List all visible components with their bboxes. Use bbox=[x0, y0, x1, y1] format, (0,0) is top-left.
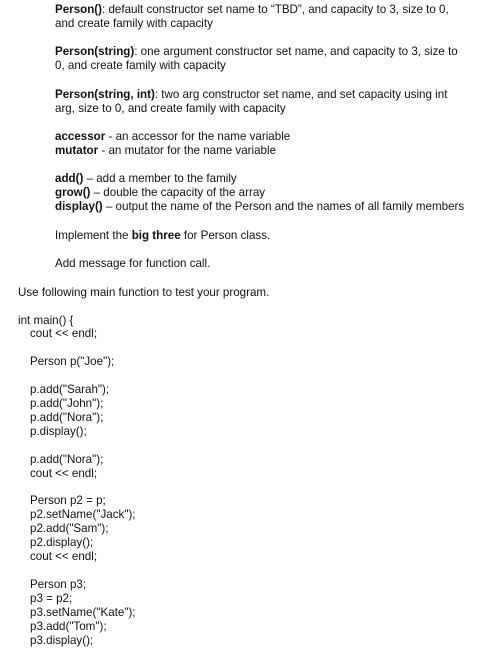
mutator-desc: - an mutator for the name variable bbox=[98, 144, 277, 157]
method-grow bbox=[55, 186, 495, 200]
constructor-desc-cont: and create family with capacity bbox=[55, 17, 213, 30]
code-line: p3.setName("Kate"); bbox=[30, 606, 136, 619]
code-line: cout << endl; bbox=[30, 467, 98, 480]
code-line: cout << endl; bbox=[30, 550, 98, 563]
method-add bbox=[55, 172, 495, 186]
constructor-desc: : default constructor set name to “TBD”, and capacity to 3, size to 0, bbox=[102, 3, 449, 16]
method-display bbox=[55, 200, 495, 214]
constructor-desc-cont: 0, and create family with capacity bbox=[55, 59, 226, 72]
method-name: display() bbox=[55, 200, 103, 213]
code-line: Person p2 = p; bbox=[30, 494, 106, 507]
code-line: p.add("John"); bbox=[30, 397, 104, 410]
mutator-term: mutator bbox=[55, 144, 99, 157]
code-group-1 bbox=[30, 327, 97, 341]
code-line: cout << endl; bbox=[30, 327, 98, 340]
code-line: p.add("Nora"); bbox=[30, 453, 104, 466]
code-header bbox=[18, 314, 73, 328]
code-line: p3 = p2; bbox=[30, 592, 73, 605]
constructor-string bbox=[55, 45, 495, 73]
code-line: p.add("Nora"); bbox=[30, 411, 104, 424]
main-intro-text: Use following main function to test your program. bbox=[18, 286, 270, 299]
big-three-note bbox=[55, 229, 495, 243]
accessor-line bbox=[55, 130, 495, 144]
method-desc: – double the capacity of the array bbox=[90, 186, 266, 199]
method-desc: – add a member to the family bbox=[83, 172, 237, 185]
method-name: grow() bbox=[55, 186, 91, 199]
methods-list bbox=[55, 172, 495, 214]
big-three-prefix: Implement the bbox=[55, 229, 132, 242]
constructor-name: Person(string, int) bbox=[55, 88, 155, 101]
constructor-desc: : two arg constructor set name, and set capacity using int bbox=[154, 88, 448, 101]
code-group-4 bbox=[30, 453, 103, 481]
constructor-desc: : one argument constructor set name, and capacity to 3, size to bbox=[134, 45, 458, 58]
message-note-text: Add message for function call. bbox=[55, 257, 211, 270]
code-group-6 bbox=[30, 578, 136, 648]
method-name: add() bbox=[55, 172, 84, 185]
code-line: p3.display(); bbox=[30, 634, 94, 647]
code-group-3 bbox=[30, 383, 109, 439]
code-line: int main() { bbox=[18, 314, 74, 327]
big-three-suffix: for Person class. bbox=[180, 229, 271, 242]
code-group-5 bbox=[30, 494, 136, 564]
code-line: p.display(); bbox=[30, 425, 87, 438]
code-line: p2.setName("Jack"); bbox=[30, 508, 136, 521]
big-three-line bbox=[55, 229, 495, 243]
constructor-string-int bbox=[55, 88, 495, 116]
big-three-bold: big three bbox=[131, 229, 181, 242]
constructor-line bbox=[55, 45, 495, 59]
constructor-line bbox=[55, 88, 495, 102]
constructor-name: Person() bbox=[55, 3, 103, 16]
method-desc: – output the name of the Person and the names of all family members bbox=[102, 200, 465, 213]
constructor-name: Person(string) bbox=[55, 45, 135, 58]
code-line: Person p("Joe"); bbox=[30, 355, 115, 368]
code-line: p2.display(); bbox=[30, 536, 94, 549]
message-note bbox=[55, 257, 495, 271]
accessor-term: accessor bbox=[55, 130, 106, 143]
code-line: Person p3; bbox=[30, 578, 87, 591]
accessor-mutator bbox=[55, 130, 495, 158]
constructor-line bbox=[55, 3, 495, 17]
main-intro bbox=[18, 286, 495, 300]
code-group-2 bbox=[30, 355, 114, 369]
constructor-desc-cont: arg, size to 0, and create family with capacity bbox=[55, 102, 286, 115]
code-line: p3.add("Tom"); bbox=[30, 620, 107, 633]
code-line: p2.add("Sam"); bbox=[30, 522, 109, 535]
accessor-desc: - an accessor for the name variable bbox=[105, 130, 291, 143]
code-line: p.add("Sarah"); bbox=[30, 383, 110, 396]
constructor-default bbox=[55, 3, 495, 31]
mutator-line bbox=[55, 144, 495, 158]
